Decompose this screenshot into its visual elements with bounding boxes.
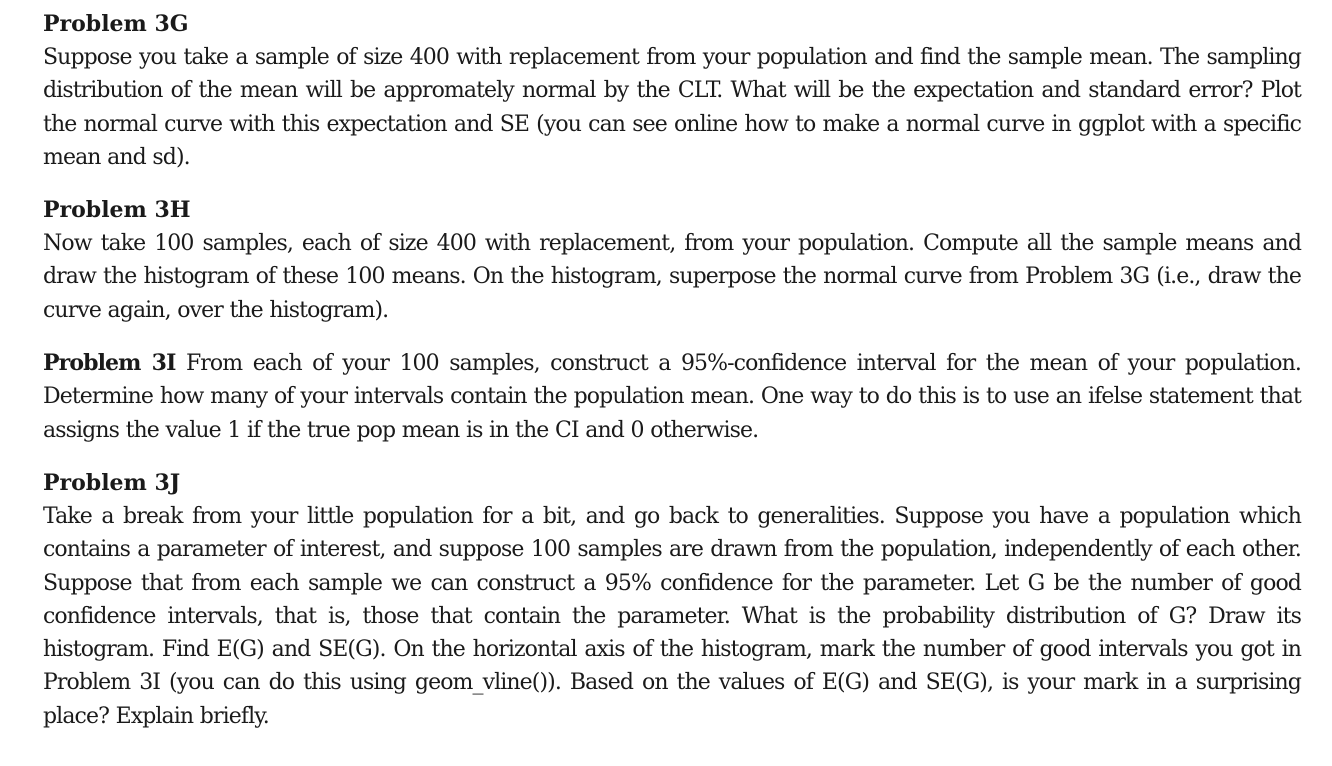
problem-3j-body: Take a break from your little population for a bit, and go back to generalities. Suppose you have a population which contains a parameter of interest, and suppose 100 samples are drawn from the population, independently of each other. Suppose that from each sample we can construct a 95% confidence for the parameter. Let G be the number of good confidence intervals, that is, those that contain the parameter. What is the probability distribution of G? Draw its histogram. Find E(G) and SE(G). On the horizontal axis of the histogram, mark the number of good intervals you got in Problem 3I (you can do this using geom_vline()). Based on the values of E(G) and SE(G), is your mark in a surprising place? Explain briefly. — [43, 503, 1301, 729]
section-spacer — [43, 327, 1301, 347]
section-spacer — [43, 447, 1301, 467]
problem-3i — [43, 347, 1301, 447]
problem-3i-title: Problem 3I — [43, 350, 176, 377]
problem-3g-body: Suppose you take a sample of size 400 with replacement from your population and find the sample mean. The sampling distribution of the mean will be appromately normal by the CLT. What will be the expectation and standard error? Plot the normal curve with this expectation and SE (you can see online how to make a normal curve in ggplot with a specific mean and sd). — [43, 45, 1301, 170]
problem-3h-body: Now take 100 samples, each of size 400 with replacement, from your population. Compute all the sample means and draw the histogram of these 100 means. On the histogram, superpose the normal curve from Problem 3G (i.e., draw the curve again, over the histogram). — [43, 231, 1301, 323]
problem-3j — [43, 467, 1301, 733]
problem-3h-title: Problem 3H — [43, 197, 191, 224]
problem-3j-title: Problem 3J — [43, 469, 181, 496]
problem-3i-paragraph — [43, 347, 1301, 447]
problem-3i-body: From each of your 100 samples, construct a 95%-confidence interval for the mean of your population. Determine how many of your intervals contain the population mean. One way to do this is to use an ifelse statement that assigns the value 1 if the true pop mean is in the CI and 0 otherwise. — [43, 351, 1301, 443]
problem-3g — [43, 8, 1301, 174]
problem-3g-title: Problem 3G — [43, 11, 189, 37]
section-spacer — [43, 174, 1301, 194]
problem-3h — [43, 194, 1301, 327]
